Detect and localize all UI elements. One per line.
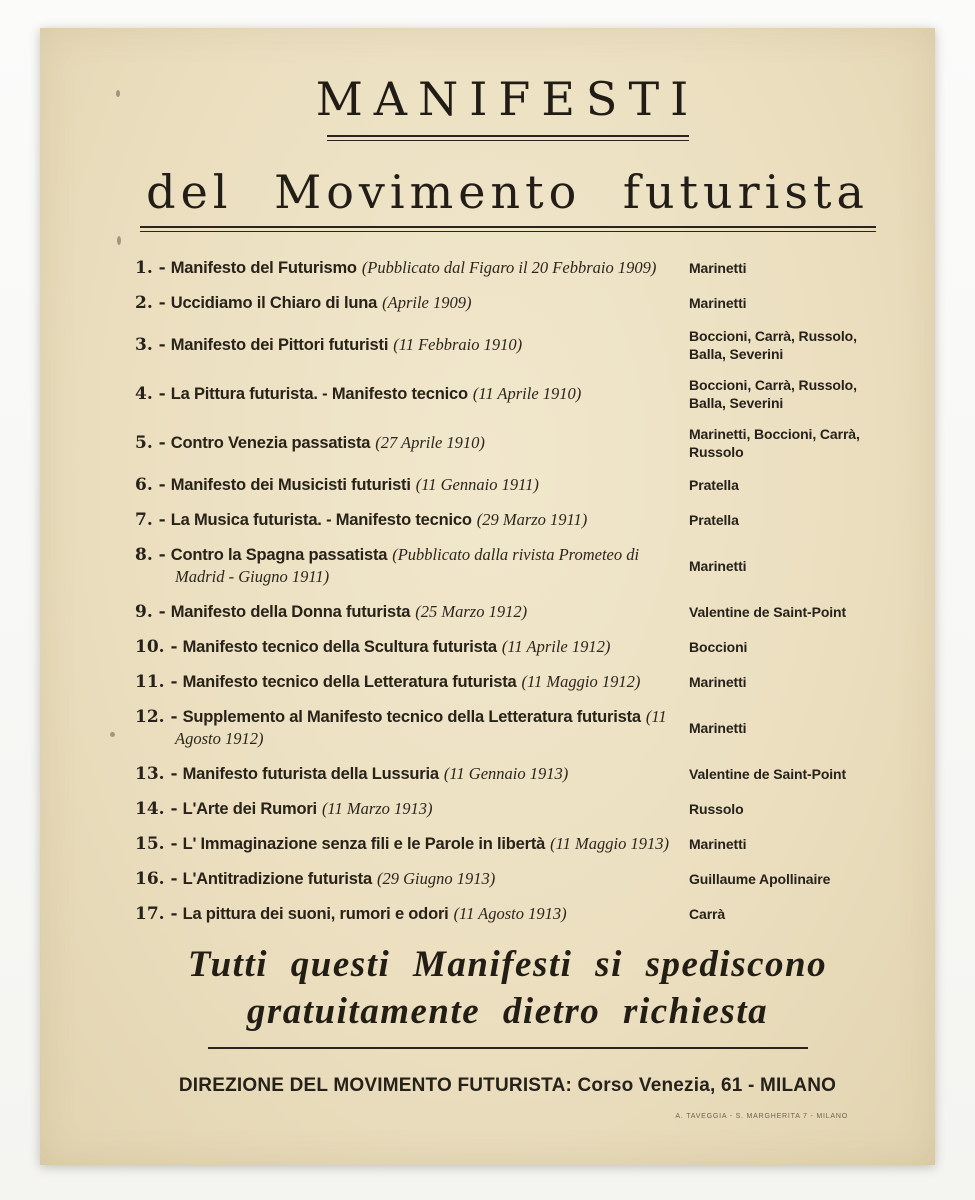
item-date: (11 Marzo 1913) [321, 799, 433, 818]
list-item [135, 868, 880, 890]
list-item [135, 798, 880, 820]
item-text [135, 601, 683, 623]
item-authors: Pratella [689, 512, 739, 528]
item-title: L'Arte dei Rumori [182, 800, 317, 818]
item-number: 15. - [135, 834, 178, 854]
item-date: (29 Marzo 1911) [476, 510, 588, 529]
title-rule [327, 135, 689, 141]
list-item [135, 671, 880, 693]
item-number: 16. - [135, 869, 178, 889]
item-authors: Marinetti [689, 260, 747, 276]
item-title: Contro la Spagna passatista [170, 546, 388, 564]
item-text [135, 763, 683, 785]
item-authors: Valentine de Saint-Point [689, 604, 847, 620]
item-authors: Marinetti [689, 720, 747, 736]
notice [135, 941, 880, 1035]
list-item [135, 833, 880, 855]
item-authors: Valentine de Saint-Point [689, 766, 847, 782]
item-title: La Musica futurista. - Manifesto tecnico [170, 511, 472, 529]
item-authors: Boccioni [689, 639, 748, 655]
item-authors: Boccioni, Carrà, Russolo, Balla, Severini [689, 328, 857, 362]
item-date: (Aprile 1909) [382, 293, 472, 312]
item-date: (25 Marzo 1912) [415, 602, 528, 621]
item-text [135, 868, 683, 890]
item-date: (11 Aprile 1912) [501, 637, 611, 656]
item-authors: Guillaume Apollinaire [689, 871, 831, 887]
item-title: Uccidiamo il Chiaro di luna [170, 294, 378, 312]
item-text [135, 292, 683, 314]
item-date: (11 Maggio 1912) [521, 672, 641, 691]
item-number: 5. - [135, 433, 166, 453]
item-text [135, 383, 683, 405]
list-item [135, 601, 880, 623]
item-date: (11 Agosto 1913) [453, 904, 567, 923]
poster-subtitle: del Movimento futurista [146, 165, 869, 219]
item-title: Manifesto tecnico della Letteratura futurista [182, 673, 517, 691]
item-number: 6. - [135, 475, 166, 495]
item-date: (27 Aprile 1910) [375, 433, 485, 452]
item-text [135, 474, 683, 496]
item-title: Manifesto della Donna futurista [170, 603, 411, 621]
item-title: Manifesto futurista della Lussuria [182, 765, 439, 783]
item-text [135, 798, 683, 820]
list-item [135, 544, 880, 588]
item-date: (11 Aprile 1910) [472, 384, 582, 403]
item-title: Manifesto del Futurismo [170, 259, 357, 277]
item-date: (29 Giugno 1913) [376, 869, 496, 888]
direction-line: DIREZIONE DEL MOVIMENTO FUTURISTA: Corso Venezia, 61 - MILANO [178, 1075, 837, 1096]
item-number: 13. - [135, 764, 178, 784]
item-title: Manifesto tecnico della Scultura futurista [182, 638, 497, 656]
item-number: 4. - [135, 384, 166, 404]
notice-line-2: gratuitamente dietro richiesta [246, 991, 769, 1032]
notice-line-1: Tutti questi Manifesti si spediscono [187, 944, 828, 985]
item-title: L' Immaginazione senza fili e le Parole in libertà [182, 835, 546, 853]
item-authors: Marinetti [689, 674, 747, 690]
list-item [135, 292, 880, 314]
list-item [135, 706, 880, 750]
item-number: 11. - [135, 672, 178, 692]
item-text [135, 432, 683, 454]
item-date: (Pubblicato dal Figaro il 20 Febbraio 1909) [361, 258, 657, 277]
list-item [135, 425, 880, 461]
item-number: 17. - [135, 904, 178, 924]
item-number: 12. - [135, 707, 178, 727]
item-text [135, 671, 683, 693]
list-item [135, 474, 880, 496]
item-title: La pittura dei suoni, rumori e odori [182, 905, 449, 923]
item-title: Manifesto dei Pittori futuristi [170, 336, 389, 354]
item-date: (11 Gennaio 1911) [415, 475, 539, 494]
item-title: Contro Venezia passatista [170, 434, 371, 452]
item-date: (Pubblicato dalla rivista Prometeo di Madrid - Giugno 1911) [175, 545, 640, 586]
item-text [135, 636, 683, 658]
item-text [135, 257, 683, 279]
item-date: (11 Gennaio 1913) [443, 764, 569, 783]
item-authors: Marinetti [689, 836, 747, 852]
item-authors: Marinetti [689, 558, 747, 574]
list-item [135, 327, 880, 363]
item-title: La Pittura futurista. - Manifesto tecnico [170, 385, 468, 403]
item-number: 9. - [135, 602, 166, 622]
item-title: Supplemento al Manifesto tecnico della Letteratura futurista [182, 708, 641, 726]
printer-credit: A. TAVEGGIA - S. MARGHERITA 7 - MILANO [675, 1113, 848, 1120]
item-authors: Boccioni, Carrà, Russolo, Balla, Severini [689, 377, 857, 411]
subtitle-rule [140, 226, 876, 232]
item-authors: Marinetti [689, 295, 747, 311]
notice-rule [208, 1047, 808, 1049]
item-authors: Russolo [689, 801, 744, 817]
poster-title: MANIFESTI [315, 72, 700, 126]
item-text [135, 706, 683, 750]
ink-speck [117, 236, 121, 245]
list-item [135, 763, 880, 785]
item-date: (11 Febbraio 1910) [393, 335, 523, 354]
item-number: 7. - [135, 510, 166, 530]
poster-page [40, 28, 935, 1165]
item-text [135, 833, 683, 855]
manifesto-list [135, 257, 880, 925]
item-date: (11 Agosto 1912) [175, 707, 667, 748]
item-text [135, 509, 683, 531]
item-text [135, 334, 683, 356]
item-title: L'Antitradizione futurista [182, 870, 372, 888]
list-item [135, 257, 880, 279]
ink-speck [116, 90, 120, 97]
item-number: 10. - [135, 637, 178, 657]
list-item [135, 376, 880, 412]
item-authors: Carrà [689, 906, 726, 922]
list-item [135, 636, 880, 658]
item-number: 1. - [135, 258, 166, 278]
item-text [135, 903, 683, 925]
ink-speck [110, 732, 115, 737]
item-authors: Marinetti, Boccioni, Carrà, Russolo [689, 426, 860, 460]
item-authors: Pratella [689, 477, 739, 493]
item-number: 2. - [135, 293, 166, 313]
item-date: (11 Maggio 1913) [550, 834, 669, 853]
item-number: 14. - [135, 799, 178, 819]
item-number: 3. - [135, 335, 166, 355]
list-item [135, 903, 880, 925]
list-item [135, 509, 880, 531]
item-number: 8. - [135, 545, 166, 565]
item-text [135, 544, 683, 588]
item-title: Manifesto dei Musicisti futuristi [170, 476, 411, 494]
